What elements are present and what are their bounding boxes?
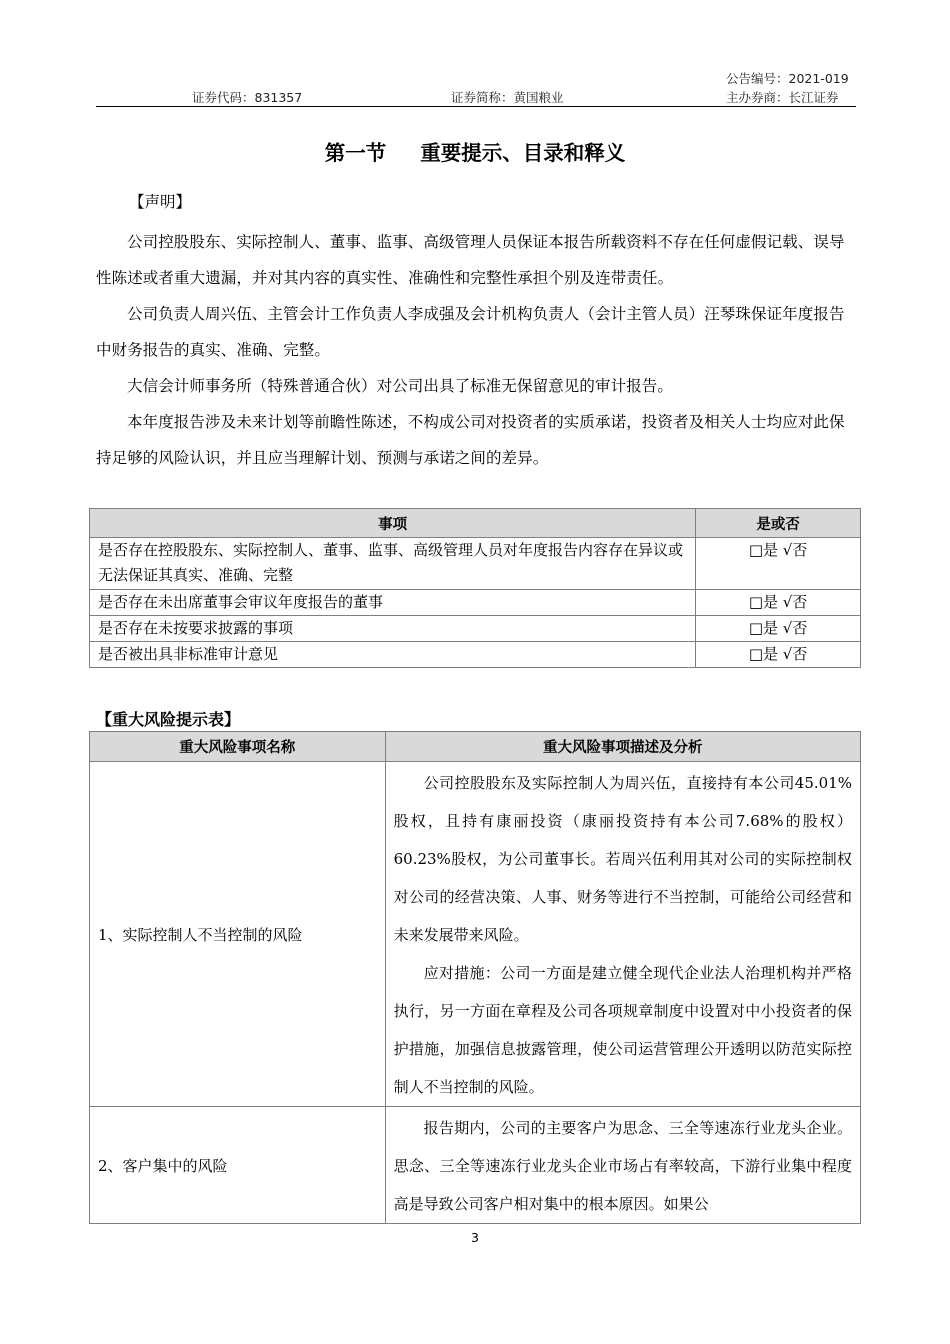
announcement-number: 公告编号：2021-019 (726, 71, 849, 86)
matter-answer: □是 √否 (696, 616, 861, 642)
sponsor: 主办券商：长江证券 (726, 90, 839, 105)
risk-section-heading: 【重大风险提示表】 (96, 710, 241, 729)
risk-countermeasure-paragraph: 应对措施：公司一方面是建立健全现代企业法人治理机构并严格执行，另一方面在章程及公司各项规章制度中设置对中小投资者的保护措施，加强信息披露管理，使公司运营管理公开透明以防范实际控制人不当控制的风险。 (393, 964, 852, 1096)
column-header-answer: 是或否 (696, 509, 861, 538)
risk-description-paragraph: 公司控股股东及实际控制人为周兴伍，直接持有本公司45.01%股权，且持有康丽投资（康丽投资持有本公司7.68%的股权）60.23%股权，为公司董事长。若周兴伍利用其对公司的实际控制权对公司的经营决策、人事、财务等进行不当控制，可能给公司经营和未来发展带来风险。 (393, 774, 852, 944)
risk-table-header (90, 732, 861, 762)
header-divider (96, 106, 856, 107)
page-number: 3 (471, 1230, 479, 1245)
risk-description (385, 762, 860, 1107)
column-header-risk-name: 重大风险事项名称 (90, 732, 386, 762)
risk-name: 1、实际控制人不当控制的风险 (90, 762, 386, 1107)
matter-item: 是否被出具非标准审计意见 (90, 642, 696, 668)
column-header-item: 事项 (90, 509, 696, 538)
table-row (90, 1107, 861, 1224)
matter-answer: □是 √否 (696, 590, 861, 616)
declaration-heading: 【声明】 (129, 193, 192, 211)
table-row (90, 762, 861, 1107)
risk-description-paragraph: 报告期内，公司的主要客户为思念、三全等速冻行业龙头企业。思念、三全等速冻行业龙头企业市场占有率较高，下游行业集中程度高是导致公司客户相对集中的根本原因。如果公 (393, 1119, 852, 1213)
matter-item: 是否存在未按要求披露的事项 (90, 616, 696, 642)
table-row (90, 590, 861, 616)
table-row (90, 616, 861, 642)
declaration-paragraph: 公司负责人周兴伍、主管会计工作负责人李成强及会计机构负责人（会计主管人员）汪琴珠保证年度报告中财务报告的真实、准确、完整。 (96, 305, 845, 359)
declaration-paragraph: 公司控股股东、实际控制人、董事、监事、高级管理人员保证本报告所载资料不存在任何虚假记载、误导性陈述或者重大遗漏，并对其内容的真实性、准确性和完整性承担个别及连带责任。 (96, 233, 845, 287)
table-row (90, 538, 861, 590)
column-header-risk-description: 重大风险事项描述及分析 (385, 732, 860, 762)
matters-table-header (90, 509, 861, 538)
security-code: 证券代码：831357 (192, 90, 303, 105)
declaration-paragraph: 本年度报告涉及未来计划等前瞻性陈述，不构成公司对投资者的实质承诺，投资者及相关人士均应对此保持足够的风险认识，并且应当理解计划、预测与承诺之间的差异。 (96, 413, 845, 467)
section-title-text: 重要提示、目录和释义 (420, 141, 626, 165)
matter-answer: □是 √否 (696, 642, 861, 668)
section-title (0, 136, 950, 166)
section-label: 第一节 (324, 141, 387, 165)
security-name: 证券简称：黄国粮业 (451, 90, 564, 105)
risk-description (385, 1107, 860, 1224)
risk-table (89, 731, 861, 1224)
matters-table (89, 508, 861, 668)
risk-name: 2、客户集中的风险 (90, 1107, 386, 1224)
matter-answer: □是 √否 (696, 538, 861, 590)
declaration-paragraph: 大信会计师事务所（特殊普通合伙）对公司出具了标准无保留意见的审计报告。 (127, 377, 674, 395)
table-row (90, 642, 861, 668)
matter-item: 是否存在控股股东、实际控制人、董事、监事、高级管理人员对年度报告内容存在异议或无法保证其真实、准确、完整 (90, 538, 696, 590)
matter-item: 是否存在未出席董事会审议年度报告的董事 (90, 590, 696, 616)
